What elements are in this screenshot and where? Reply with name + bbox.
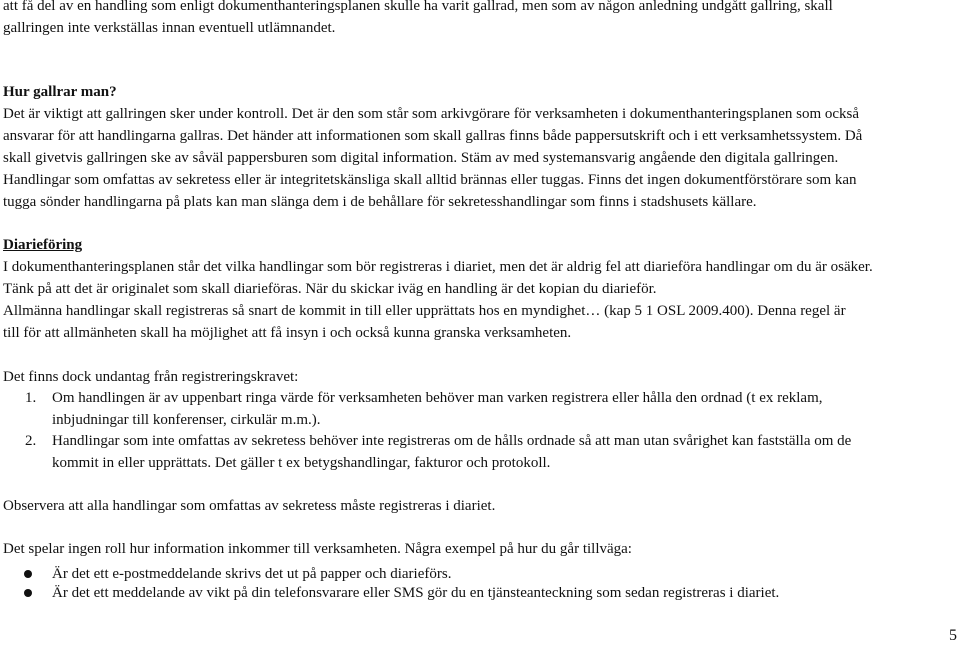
gallring-line-4: Handlingar som omfattas av sekretess eller är integritetskänsliga skall alltid brännas eller tuggas. Finns det ingen dokumentförstörare som kan: [3, 172, 857, 188]
gallring-line-1: Det är viktigt att gallringen sker under kontroll. Det är den som står som arkivgörare för verksamheten i dokumenthanteringsplanen som också: [3, 106, 860, 122]
gallring-heading: Hur gallrar man?: [3, 84, 117, 100]
undantag-item-1-line-2: inbjudningar till konferenser, cirkulär m.m.).: [52, 412, 321, 428]
undantag-item-2-number: 2.: [25, 433, 37, 449]
intro-line-2: gallringen inte verkställas innan eventuell utlämnandet.: [3, 20, 336, 36]
diarieforing-heading: Diarieföring: [3, 237, 83, 253]
observera-text: Observera att alla handlingar som omfattas av sekretess måste registreras i diariet.: [3, 498, 496, 514]
bullet-icon: [24, 589, 32, 597]
exempel-bullet-1: Är det ett e-postmeddelande skrivs det ut på papper och diarieförs.: [52, 566, 452, 582]
diarieforing-line-3: Allmänna handlingar skall registreras så snart de kommit in till eller upprättats hos en myndighet… (kap 5 1 OSL 2009.400). Denna regel är: [3, 303, 846, 319]
exempel-bullet-2: Är det ett meddelande av vikt på din telefonsvarare eller SMS gör du en tjänsteanteckning som sedan registreras i diariet.: [52, 585, 780, 601]
gallring-line-3: skall givetvis gallringen ske av såväl pappersburen som digital information. Stäm av med systemansvarig angående den digitala gallringen.: [3, 150, 839, 166]
gallring-line-5: tugga sönder handlingarna på plats kan man slänga dem i de behållare för sekretesshandlingar som finns i stadshusets källare.: [3, 194, 757, 210]
diarieforing-line-2: Tänk på att det är originalet som skall diarieföras. När du skickar iväg en handling är det kopian du diarieför.: [3, 281, 657, 297]
undantag-item-2-line-2: kommit in eller upprättats. Det gäller t ex betygshandlingar, fakturor och protokoll.: [52, 455, 551, 471]
gallring-line-2: ansvarar för att handlingarna gallras. Det händer att informationen som skall gallras finns både pappersutskrift och i ett verksamhetssystem. Då: [3, 128, 863, 144]
intro-line-1: att få del av en handling som enligt dokumenthanteringsplanen skulle ha varit gallrad, men som av någon anledning undgått gallring, skall: [3, 0, 833, 14]
bullet-icon: [24, 570, 32, 578]
undantag-item-2-line-1: Handlingar som inte omfattas av sekretess behöver inte registreras om de hålls ordnade så att man utan svårighet kan fastställa om de: [52, 433, 852, 449]
diarieforing-line-1: I dokumenthanteringsplanen står det vilka handlingar som bör registreras i diariet, men det är aldrig fel att diarieföra handlingar om du är osäker.: [3, 259, 873, 275]
undantag-item-1-number: 1.: [25, 390, 37, 406]
undantag-item-1-line-1: Om handlingen är av uppenbart ringa värde för verksamheten behöver man varken registrera eller hålla den ordnad (t ex reklam,: [52, 390, 823, 406]
exempel-intro: Det spelar ingen roll hur information inkommer till verksamheten. Några exempel på hur du går tillväga:: [3, 541, 632, 557]
diarieforing-line-4: till för att allmänheten skall ha möjlighet att få insyn i och också kunna granska verksamheten.: [3, 325, 572, 341]
page-number: 5: [949, 627, 957, 644]
undantag-intro: Det finns dock undantag från registreringskravet:: [3, 369, 299, 385]
